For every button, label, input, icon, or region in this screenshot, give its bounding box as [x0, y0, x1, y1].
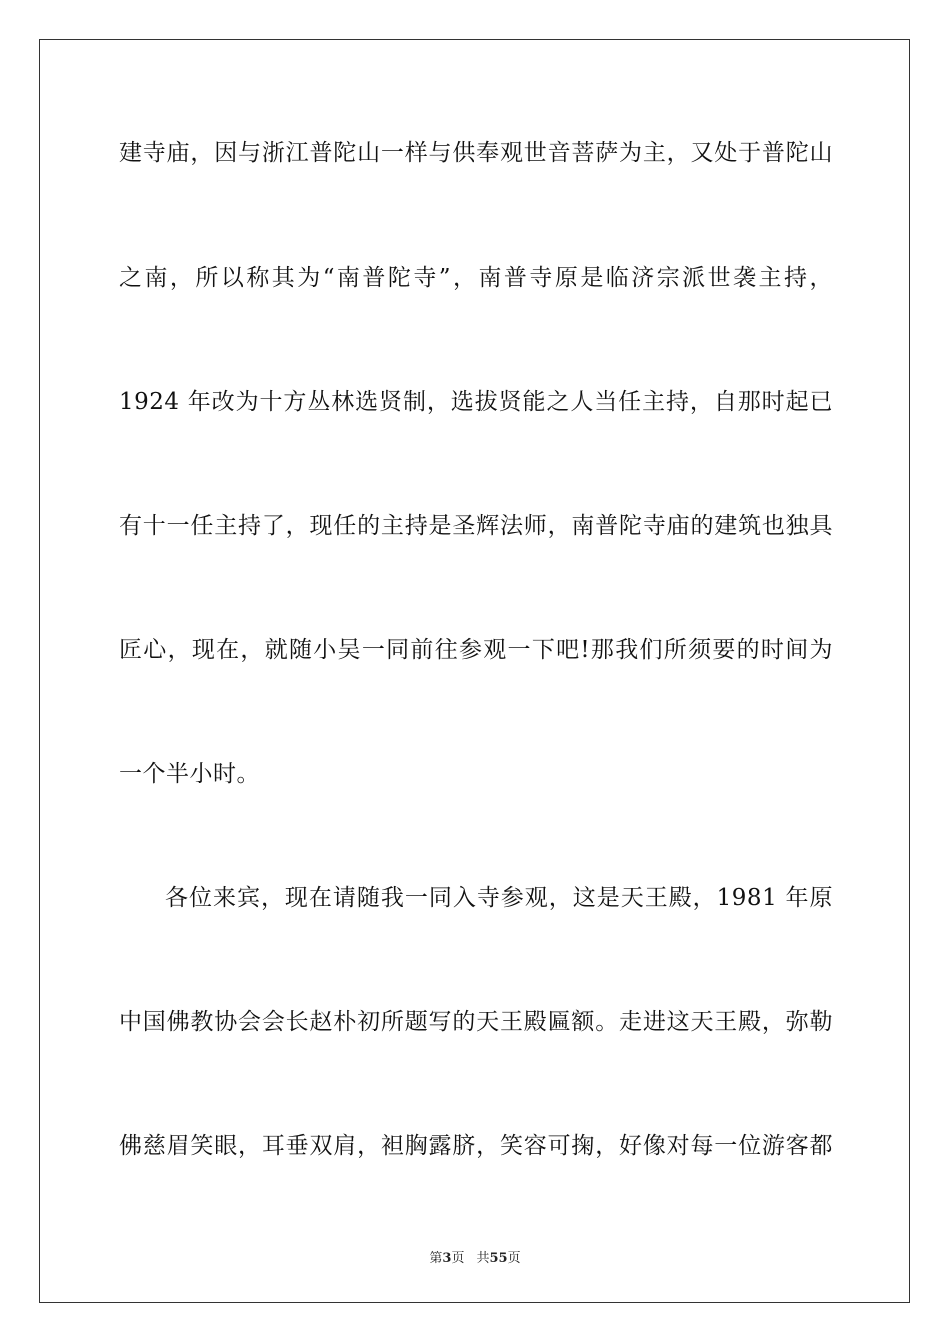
text-line-8: 中国佛教协会会长赵朴初所题写的天王殿匾额。走进这天王殿，弥勒 [119, 1009, 833, 1035]
text-line-3: 1924 年改为十方丛林选贤制，选拔贤能之人当任主持，自那时起已 [119, 389, 833, 415]
text-line-9: 佛慈眉笑眼，耳垂双肩，袒胸露脐，笑容可掬，好像对每一位游客都 [119, 1133, 833, 1159]
footer-total-pages: 55 [489, 1251, 508, 1266]
text-line-5: 匠心，现在，就随小吴一同前往参观一下吧!那我们所须要的时间为 [119, 637, 833, 663]
footer-prefix: 第 [429, 1251, 443, 1266]
footer-page-suffix: 页 [451, 1251, 465, 1266]
text-line-7: 各位来宾，现在请随我一同入寺参观，这是天王殿，1981 年原 [165, 885, 833, 911]
text-line-1: 建寺庙，因与浙江普陀山一样与供奉观世音菩萨为主，又处于普陀山 [119, 140, 833, 166]
page-footer [0, 1247, 950, 1266]
footer-page-number: 3 [442, 1251, 452, 1266]
page-border [39, 39, 910, 1303]
text-line-4: 有十一任主持了，现任的主持是圣辉法师，南普陀寺庙的建筑也独具 [119, 513, 833, 539]
text-line-2: 之南，所以称其为“南普陀寺”，南普寺原是临济宗派世袭主持， [119, 265, 833, 291]
text-line-6: 一个半小时。 [119, 761, 260, 787]
footer-total-prefix: 共 [476, 1251, 490, 1266]
footer-total-suffix: 页 [507, 1251, 521, 1266]
